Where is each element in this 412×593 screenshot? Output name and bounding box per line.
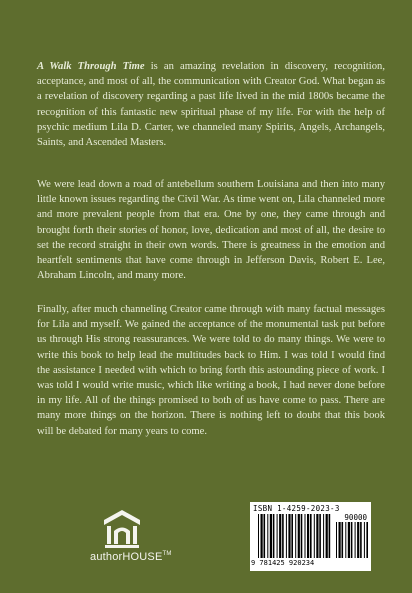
barcode-bar xyxy=(273,514,275,558)
barcode-bar xyxy=(364,522,365,558)
barcode-bar xyxy=(329,514,331,558)
barcode-bar xyxy=(277,514,278,558)
barcode-bar xyxy=(348,522,350,558)
barcode-bar xyxy=(357,522,359,558)
publisher-name: authorHOUSE xyxy=(90,551,163,563)
barcode-bar xyxy=(261,514,263,558)
barcode-bar xyxy=(345,522,346,558)
barcode-bar xyxy=(288,514,290,558)
barcode-bar xyxy=(301,514,303,558)
price-code: 90000 xyxy=(344,513,367,522)
ean-barcode-bars xyxy=(258,514,332,560)
barcode-bar xyxy=(326,514,328,558)
barcode-bar xyxy=(314,514,315,558)
barcode-bar xyxy=(323,514,324,558)
isbn-barcode xyxy=(250,502,371,571)
barcode-bar xyxy=(339,522,341,558)
barcode-bar xyxy=(319,514,321,558)
barcode-bar xyxy=(307,514,309,558)
book-title: A Walk Through Time xyxy=(37,61,145,72)
description-paragraph-3: Finally, after much channeling Creator came through with many factual messages for Lila and myself. We gained the acceptance of the monumental task put before us through His strong reassurances. We were told to do many things. We were to write this book to help lead the multitudes back to Him. I was told I would find the assistance I needed with which to bring forth this astounding piece of work. I was told I would write music, which like writing a book, I had never done before in my life. All of the things promised to both of us have come to pass. There are many more things on the horizon. There is nothing left to doubt that this book will be debated for many years to come. xyxy=(37,304,385,437)
barcode-bar xyxy=(351,522,353,558)
barcode-bar xyxy=(264,514,266,558)
isbn-label: ISBN 1-4259-2023-3 xyxy=(253,504,340,513)
barcode-bar xyxy=(360,522,362,558)
barcode-bar xyxy=(282,514,284,558)
barcode-bar xyxy=(355,522,356,558)
description-paragraph-1 xyxy=(37,59,385,150)
barcode-bar xyxy=(286,514,287,558)
barcode-bar xyxy=(270,514,272,558)
barcode-bar xyxy=(291,514,293,558)
paragraph-1-text: is an amazing revelation in discovery, recognition, acceptance, and most of all, the communication with Creator God. What began as a revelation of discovery regarding a past life lived in the mid 1800s became the recognition of this fantastic new spiritual phase of my life. For with the help of psychic medium Lila D. Carter, we channeled many Spirits, Angels, Archangels, Saints, and Ascended Masters. xyxy=(37,61,385,149)
publisher-logo xyxy=(90,507,170,569)
barcode-bar xyxy=(258,514,259,558)
barcode-bar xyxy=(342,522,344,558)
addon-barcode-bars xyxy=(336,522,368,560)
ean-digits: 9 781425 920234 xyxy=(251,559,315,567)
barcode-bar xyxy=(279,514,281,558)
barcode-bar xyxy=(310,514,312,558)
barcode-bar xyxy=(298,514,300,558)
barcode-bar xyxy=(295,514,296,558)
barcode-bar xyxy=(336,522,337,558)
house-logo-icon xyxy=(100,507,144,551)
barcode-bar xyxy=(305,514,306,558)
barcode-bar xyxy=(366,522,368,558)
barcode-bar xyxy=(316,514,318,558)
description-paragraph-2: We were lead down a road of antebellum southern Louisiana and then into many little known issues regarding the Civil War. As time went on, Lila channeled more and more prevalent people from that era. One by one, they came through and brought forth their stories of honor, love, dedication and most of all, the desire to set the record straight in their own words. There is greatness in the emotion and heartfelt sentiments that have come through in Jefferson Davis, Robert E. Lee, Abraham Lincoln, and many more. xyxy=(37,179,385,282)
barcode-bar xyxy=(267,514,268,558)
trademark-mark: TM xyxy=(162,551,172,557)
